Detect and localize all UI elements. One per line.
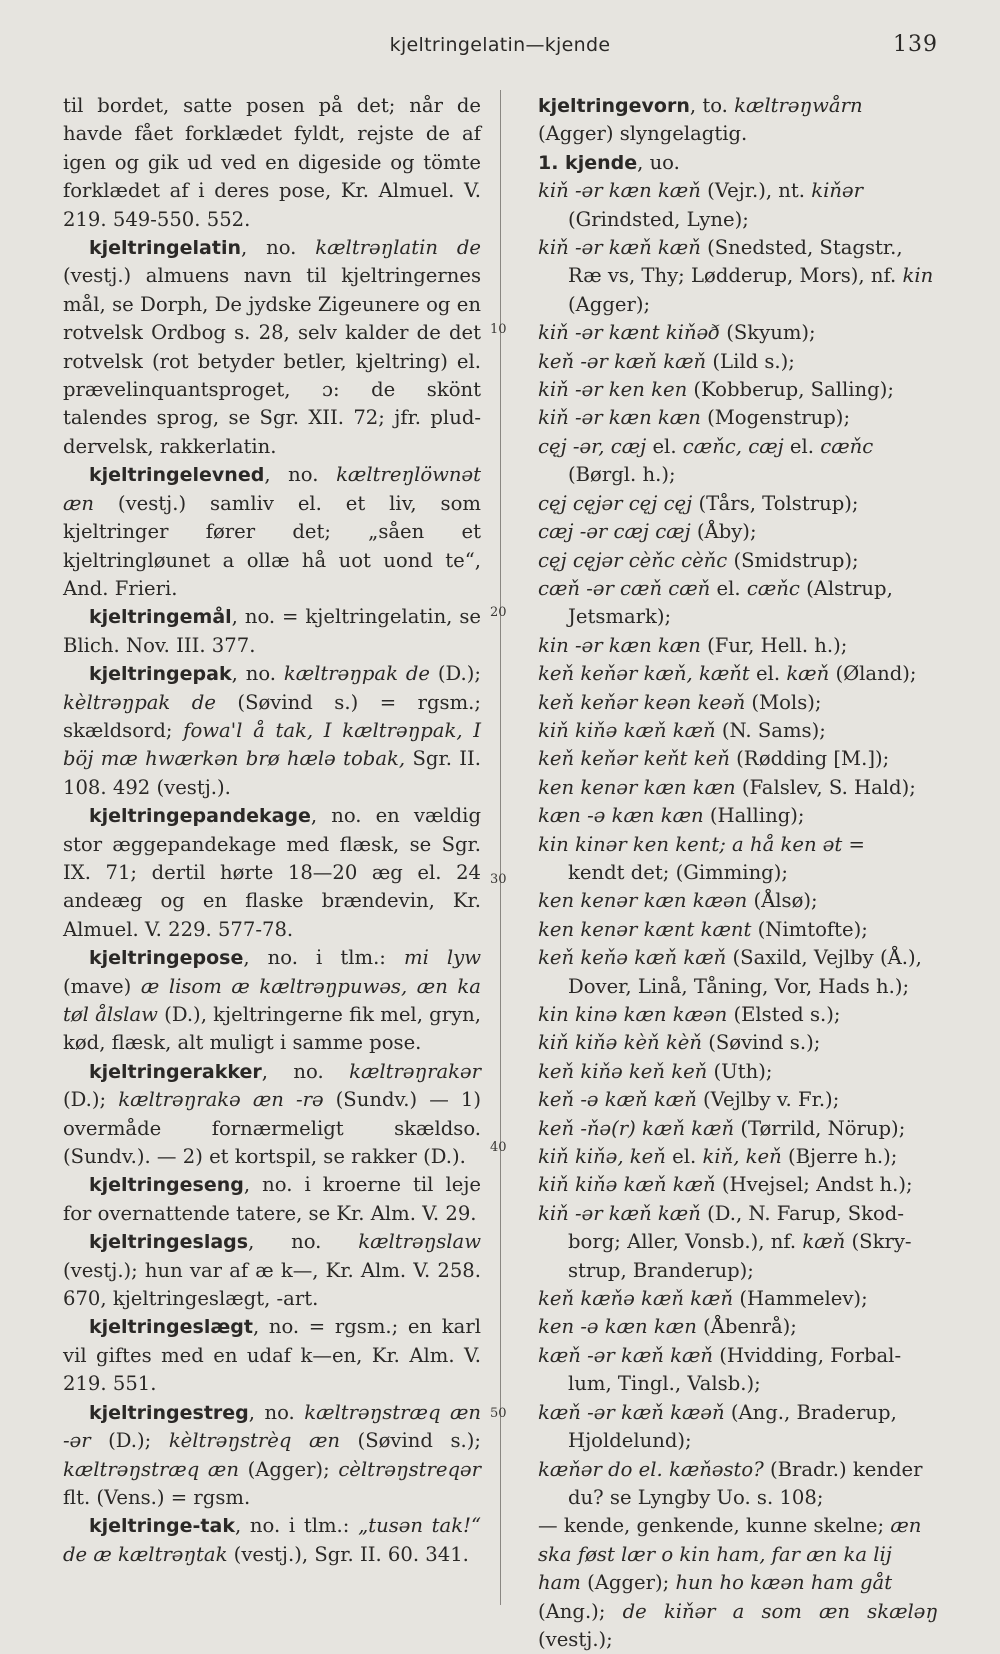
entry-text: (Skyum); — [719, 321, 816, 345]
entry-line — [534, 348, 938, 376]
phonetic-form: kiň -ər kæn kæn — [538, 406, 701, 430]
phonetic-form: kæltrəŋrakə æn -rə — [118, 1088, 324, 1112]
entry-line — [534, 234, 938, 262]
phonetic-form: ken -ə kæn kæn — [538, 1315, 697, 1339]
entry-line-continuation — [534, 603, 938, 631]
phonetic-form: de kiňər a som æn skæləŋ — [622, 1599, 938, 1623]
phonetic-form: kin kinər ken kent; a hå ken ət — [538, 832, 843, 856]
entry-line — [534, 490, 938, 518]
entry-text: (Uth); — [707, 1059, 773, 1083]
dictionary-entry — [63, 1512, 481, 1569]
entry-line — [534, 547, 938, 575]
entry-text: (Åbenrå); — [696, 1315, 797, 1339]
headword: kjeltringepak — [89, 663, 232, 686]
dictionary-entry — [63, 802, 481, 944]
phonetic-form: ska føst lær o kin ham, far æn ka lij — [538, 1542, 892, 1566]
entry-text: flt. (Vens.) = rgsm. — [63, 1485, 251, 1509]
entry-line — [534, 1541, 938, 1569]
dictionary-entry — [63, 1058, 481, 1172]
phonetic-form: cęj cęjər cęj cęj — [538, 491, 693, 515]
entry-line — [534, 1569, 938, 1597]
entry-text: (mave) — [63, 974, 141, 998]
entry-text: (Ang., Braderup, — [724, 1400, 897, 1424]
phonetic-form: cæň -ər cæň cæň — [538, 576, 711, 600]
entry-line — [534, 916, 938, 944]
entry-text: Dover, Linå, Tåning, Vor, Hads h.); — [568, 974, 910, 998]
phonetic-form: kin kinə kæn kæən — [538, 1003, 728, 1026]
entry-text: (Sundv.) — 1) overmåde fornærmeligt skældso. (Sundv.). — 2) et kortspil, se rakker (D.). — [63, 1088, 482, 1169]
entry-line — [534, 944, 938, 972]
entry-line — [534, 1598, 938, 1654]
phonetic-form: kiňər — [811, 179, 863, 203]
phonetic-form: kiň kiňə kæň kæň — [538, 1173, 716, 1197]
entry-text: el. — [665, 1145, 703, 1169]
entry-text: = — [842, 832, 865, 856]
entry-line — [534, 518, 938, 546]
headword: kjeltringemål — [89, 606, 232, 629]
entry-text: , no. — [248, 1230, 359, 1254]
entry-text: (vestj.); hun var af æ k—, Kr. Alm. V. 258. 670, kjeltringeslægt, -art. — [63, 1258, 481, 1311]
headword: kjeltringevorn — [538, 95, 690, 117]
entry-text: (Søvind s.); — [701, 1031, 821, 1055]
column-divider — [500, 90, 501, 1605]
page-header — [0, 34, 1000, 64]
entry-text: (Søvind s.) = rgsm.; skældsord; — [63, 690, 482, 742]
entry-line-continuation — [534, 1484, 938, 1512]
entry-text: Sgr. II. 108. 492 (vestj.). — [63, 747, 481, 799]
phonetic-form: kæň — [786, 662, 830, 686]
phonetic-form: kiň, keň — [702, 1145, 782, 1169]
entry-text: strup, Branderup); — [568, 1258, 754, 1282]
right-column — [534, 92, 938, 1654]
headword: 1. kjende — [538, 151, 638, 174]
entry-text: , no. i tlm.: — [234, 1514, 359, 1538]
entry-text: , no. en vældig stor æggepandekage med flæsk, se Sgr. IX. 71; dertil hørte 18—20 æg el. 24 andeæg og en flaske brændevin, Kr. Almuel. V. 229. 577-78. — [63, 804, 481, 941]
phonetic-form: cæňc — [820, 434, 874, 458]
entry-text: (Agger); — [238, 1457, 339, 1481]
headword: kjeltringepose — [89, 947, 244, 970]
line-number: 20 — [490, 605, 507, 620]
entry-text: (Agger) slyngelagtig. — [538, 122, 748, 146]
phonetic-form: keň kiňə keň keň — [538, 1059, 708, 1083]
entry-line-continuation — [534, 291, 938, 319]
dictionary-entry — [63, 461, 481, 603]
phonetic-form: ken kenər kæn kæən — [538, 889, 748, 913]
entry-text: , no. = kjeltringelatin, se Blich. Nov. III. 377. — [63, 605, 481, 657]
entry-line — [534, 660, 938, 688]
phonetic-form: kæltrəŋstræq æn — [63, 1457, 239, 1481]
entry-text: , no. = rgsm.; en karl vil giftes med en udaf k—en, Kr. Alm. V. 219. 551. — [63, 1315, 481, 1396]
phonetic-form: kæltrəŋrakər — [349, 1059, 481, 1083]
phonetic-form: keň -ər kæň kæň — [538, 349, 707, 373]
phonetic-form: kæňər do el. kæňəsto? — [538, 1457, 764, 1481]
entry-text: Hjoldelund); — [568, 1429, 692, 1453]
phonetic-form: keň -ňə(r) kæň kæň — [538, 1116, 735, 1140]
line-number: 30 — [490, 872, 507, 887]
phonetic-form: keň kæňə kæň kæň — [538, 1287, 734, 1311]
dictionary-entry — [63, 1399, 481, 1513]
entry-text: el. — [749, 662, 787, 686]
phonetic-form: keň -ə kæň kæň — [538, 1088, 697, 1112]
entry-text: , no. — [264, 463, 337, 487]
entry-text: (Saxild, Vejlby (Å.), — [726, 946, 922, 970]
entry-line — [534, 149, 938, 177]
phonetic-form: kèltrəŋpak de — [63, 690, 216, 714]
phonetic-form: kæň -ər kæň kæň — [538, 1343, 713, 1367]
entry-text: Jetsmark); — [568, 605, 672, 629]
phonetic-form: ken kenər kæn kæn — [538, 775, 736, 799]
entry-text: (Nimtofte); — [751, 917, 868, 941]
entry-line — [534, 1342, 938, 1370]
phonetic-form: kæltrəŋslaw — [358, 1230, 481, 1254]
entry-text: lum, Tingl., Valsb.); — [568, 1372, 761, 1396]
phonetic-form: kæltrəŋpak de — [283, 662, 430, 686]
entry-line — [534, 433, 938, 461]
phonetic-form: keň keňər keňt keň — [538, 747, 730, 771]
dictionary-entry — [63, 1313, 481, 1398]
entry-text: (Hvejsel; Andst h.); — [715, 1173, 913, 1197]
entry-text: (Åby); — [690, 520, 757, 544]
entry-text: (Tørrild, Nörup); — [734, 1116, 906, 1140]
entry-line — [534, 92, 938, 120]
phonetic-form: cæňc, cæj — [682, 434, 784, 458]
entry-line — [534, 404, 938, 432]
entry-text: Ræ vs, Thy; Lødderup, Mors), nf. — [568, 264, 903, 288]
entry-line-continuation — [534, 461, 938, 489]
entry-line-continuation — [534, 859, 938, 887]
phonetic-form: cæňc — [746, 576, 800, 600]
entry-text: el. — [710, 576, 747, 600]
phonetic-form: cèltrəŋstreqər — [338, 1457, 482, 1481]
phonetic-form: kiň -ər kæň kæň — [538, 1201, 701, 1225]
entry-text: (Hammelev); — [733, 1287, 868, 1311]
entry-line-continuation — [534, 1257, 938, 1285]
entry-text: (Tårs, Tolstrup); — [692, 491, 859, 515]
phonetic-form: æ lisom æ kæltrəŋpuwəs, æn ka tøl ålslaw — [63, 974, 481, 1026]
entry-line-continuation — [534, 1370, 938, 1398]
entry-line — [534, 1058, 938, 1086]
phonetic-form: ken kenər kænt kænt — [538, 917, 752, 941]
entry-text: , no. i kroerne til leje for overnattende tatere, se Kr. Alm. V. 29. — [63, 1173, 481, 1225]
entry-text: (vestj.) samliv el. et liv, som kjeltringer fører det; „såen et kjeltringløunet a ollæ hå uot uond te“, And. Frieri. — [63, 491, 481, 600]
entry-line — [534, 1399, 938, 1427]
dictionary-entry — [63, 1171, 481, 1228]
phonetic-form: kæltreŋlöwnət æn — [63, 463, 481, 515]
entry-line — [534, 1029, 938, 1057]
entry-text: (Agger); — [568, 292, 651, 316]
left-column — [63, 92, 481, 1569]
phonetic-form: cæj -ər cæj cæj — [538, 520, 691, 544]
phonetic-form: keň keňər keən keəň — [538, 690, 746, 714]
entry-line-continuation — [534, 973, 938, 1001]
headword: kjeltringepandekage — [89, 805, 311, 828]
headword: kjeltringestreg — [89, 1401, 249, 1424]
entry-text: (Øland); — [829, 662, 917, 686]
entry-line — [534, 1086, 938, 1114]
entry-text: (D.); — [90, 1429, 169, 1453]
entry-line — [534, 802, 938, 830]
entry-line-continuation — [534, 1427, 938, 1455]
entry-line — [534, 1001, 938, 1029]
entry-line — [534, 120, 938, 148]
entry-text: (Børgl. h.); — [568, 463, 676, 487]
entry-text: (D.); — [430, 662, 482, 686]
page-number: 139 — [893, 32, 938, 57]
entry-text: el. — [646, 434, 683, 458]
phonetic-form: kæltrəŋwårn — [734, 94, 863, 117]
entry-text: (N. Sams); — [715, 718, 826, 742]
entry-line — [534, 1512, 938, 1540]
headword: kjeltringeseng — [89, 1174, 244, 1197]
headword: kjeltringelatin — [89, 237, 241, 260]
entry-line-continuation — [534, 262, 938, 290]
entry-line — [534, 1200, 938, 1228]
phonetic-form: ham — [538, 1571, 581, 1595]
entry-text: du? se Lyngby Uo. s. 108; — [568, 1485, 824, 1509]
entry-line-continuation — [534, 206, 938, 234]
entry-text: (Kobberup, Salling); — [687, 378, 894, 402]
line-number: 10 — [490, 322, 507, 337]
entry-text: (D.); — [63, 1088, 119, 1112]
phonetic-form: kin -ər kæn kæn — [538, 633, 701, 657]
phonetic-form: fowa'l å tak, I kæltrəŋpak, I böj mæ hwærkən brø hælə tobak, — [63, 718, 482, 771]
phonetic-form: cęj cęjər cèňc cèňc — [538, 548, 728, 572]
phonetic-form: cęj -ər, cæj — [538, 434, 647, 458]
entry-text: , no. — [231, 662, 284, 686]
phonetic-form: kæltrəŋstræq æn -ər — [63, 1400, 481, 1453]
headword: kjeltringe-tak — [89, 1515, 235, 1538]
entry-line — [534, 376, 938, 404]
entry-text: (vestj.), Sgr. II. 60. 341. — [227, 1542, 469, 1566]
entry-text: (Mogenstrup); — [700, 406, 851, 430]
entry-line — [534, 831, 938, 859]
entry-text: , no. — [248, 1400, 305, 1424]
dictionary-entry — [63, 1228, 481, 1313]
entry-text: el. — [783, 434, 821, 458]
entry-line — [534, 1313, 938, 1341]
entry-continuation — [63, 92, 481, 234]
entry-text: (Bradr.) kender — [763, 1457, 923, 1481]
entry-line — [534, 774, 938, 802]
entry-text: (Alstrup, — [799, 576, 893, 600]
entry-text: kendt det; (Gimming); — [568, 860, 788, 884]
entry-line — [534, 1143, 938, 1171]
phonetic-form: kèltrəŋstrèq æn — [168, 1429, 341, 1453]
entry-text: (Agger); — [580, 1571, 676, 1595]
entry-text: (Halling); — [703, 804, 805, 828]
entry-line — [534, 1171, 938, 1199]
phonetic-form: kæň -ər kæň kæəň — [538, 1400, 725, 1424]
entry-text: (Falslev, S. Hald); — [735, 775, 916, 799]
entry-text: (Vejr.), nt. — [700, 179, 812, 203]
entry-text: (Skry- — [845, 1230, 912, 1254]
entry-text: — kende, genkende, kunne skelne; — [538, 1514, 891, 1538]
headword: kjeltringeslægt — [89, 1316, 253, 1339]
entry-text: (Mols); — [745, 690, 822, 714]
entry-text: (Grindsted, Lyne); — [568, 207, 749, 231]
entry-text: , no. i tlm.: — [243, 946, 404, 970]
entry-text: (Søvind s.); — [340, 1429, 481, 1453]
phonetic-form: kæltrəŋlatin de — [315, 236, 481, 260]
entry-text: (Lild s.); — [706, 349, 795, 373]
phonetic-form: mi lyw — [403, 946, 482, 970]
entry-text: (Vejlby v. Fr.); — [696, 1088, 840, 1112]
entry-text: borg; Aller, Vonsb.), nf. — [568, 1230, 803, 1254]
phonetic-form: æn — [890, 1514, 922, 1538]
phonetic-form: kæň — [802, 1230, 846, 1254]
entry-text: , to. — [689, 94, 735, 117]
entry-line — [534, 745, 938, 773]
entry-text: (Rødding [M.]); — [729, 747, 890, 771]
phonetic-form: keň keňər kæň, kæňt — [538, 662, 750, 686]
entry-line — [534, 1115, 938, 1143]
running-head: kjeltringelatin—kjende — [389, 34, 611, 56]
phonetic-form: kiň -ər kænt kiňəð — [538, 321, 720, 345]
entry-line-continuation — [534, 1228, 938, 1256]
entry-text: (vestj.) almuens navn til kjeltringernes mål, se Dorph, De jydske Zigeunere og en rotvelsk Ordbog s. 28, selv kalder de det rotvelsk (rot betyder betler, kjeltring) el. prævelinquantsproget, ɔ: de skönt talendes sprog, se Sgr. XII. 72; jfr. pluddervelsk, rakkerlatin. — [63, 264, 481, 458]
phonetic-form: kæn -ə kæn kæn — [538, 804, 704, 828]
entry-text: , no. — [240, 236, 316, 260]
dictionary-entry — [63, 660, 481, 802]
entry-line — [534, 1456, 938, 1484]
headword: kjeltringelevned — [89, 464, 265, 487]
line-number: 50 — [490, 1406, 507, 1421]
phonetic-form: kiň -ər ken ken — [538, 378, 688, 402]
entry-line — [534, 1285, 938, 1313]
entry-text: (Fur, Hell. h.); — [700, 633, 848, 657]
entry-text: (vestj.); — [538, 1627, 613, 1651]
phonetic-form: kiň kiňə kæň kæň — [538, 718, 716, 742]
entry-text: (Smidstrup); — [727, 548, 859, 572]
phonetic-form: „tusən tak!“ de æ kæltrəŋtak — [63, 1514, 481, 1566]
phonetic-form: kiň kiňə, keň — [538, 1145, 666, 1169]
entry-line — [534, 689, 938, 717]
entry-text: (Snedsted, Stagstr., — [700, 236, 903, 260]
entry-line — [534, 717, 938, 745]
line-number: 40 — [490, 1140, 507, 1155]
headword: kjeltringeslags — [89, 1231, 249, 1254]
entry-text: (Hvidding, Forbal- — [713, 1343, 902, 1367]
entry-line — [534, 632, 938, 660]
entry-line — [534, 319, 938, 347]
phonetic-form: keň keňə kæň kæň — [538, 946, 727, 970]
dictionary-entry — [63, 944, 481, 1058]
entry-text: (Ålsø); — [747, 889, 818, 913]
entry-text: (Elsted s.); — [727, 1003, 841, 1026]
entry-text: (D., N. Farup, Skod- — [700, 1201, 904, 1225]
entry-text: , uo. — [637, 150, 680, 174]
dictionary-entry — [63, 603, 481, 660]
headword: kjeltringerakker — [89, 1060, 262, 1083]
entry-text: , no. — [261, 1059, 350, 1083]
entry-line — [534, 177, 938, 205]
phonetic-form: kiň -ər kæn kæň — [538, 179, 701, 203]
entry-text: til bordet, satte posen på det; når de havde fået forklædet fyldt, rejste de af igen og gik ud ved en digeside og tömte forklædet af i deres pose, Kr. Almuel. V. 219. 549-550. 552. — [63, 94, 481, 231]
phonetic-form: hun ho kæən ham gåt — [675, 1571, 893, 1595]
phonetic-form: kiň -ər kæň kæň — [538, 236, 701, 260]
phonetic-form: kin — [902, 264, 934, 288]
entry-text: (Bjerre h.); — [781, 1145, 898, 1169]
entry-text: (D.), kjeltringerne fik mel, gryn, kød, flæsk, alt muligt i samme pose. — [63, 1003, 482, 1055]
entry-line — [534, 575, 938, 603]
entry-text: (Ang.); — [538, 1599, 623, 1623]
dictionary-entry — [63, 234, 481, 461]
entry-line — [534, 887, 938, 915]
phonetic-form: kiň kiňə kèň kèň — [538, 1031, 702, 1055]
